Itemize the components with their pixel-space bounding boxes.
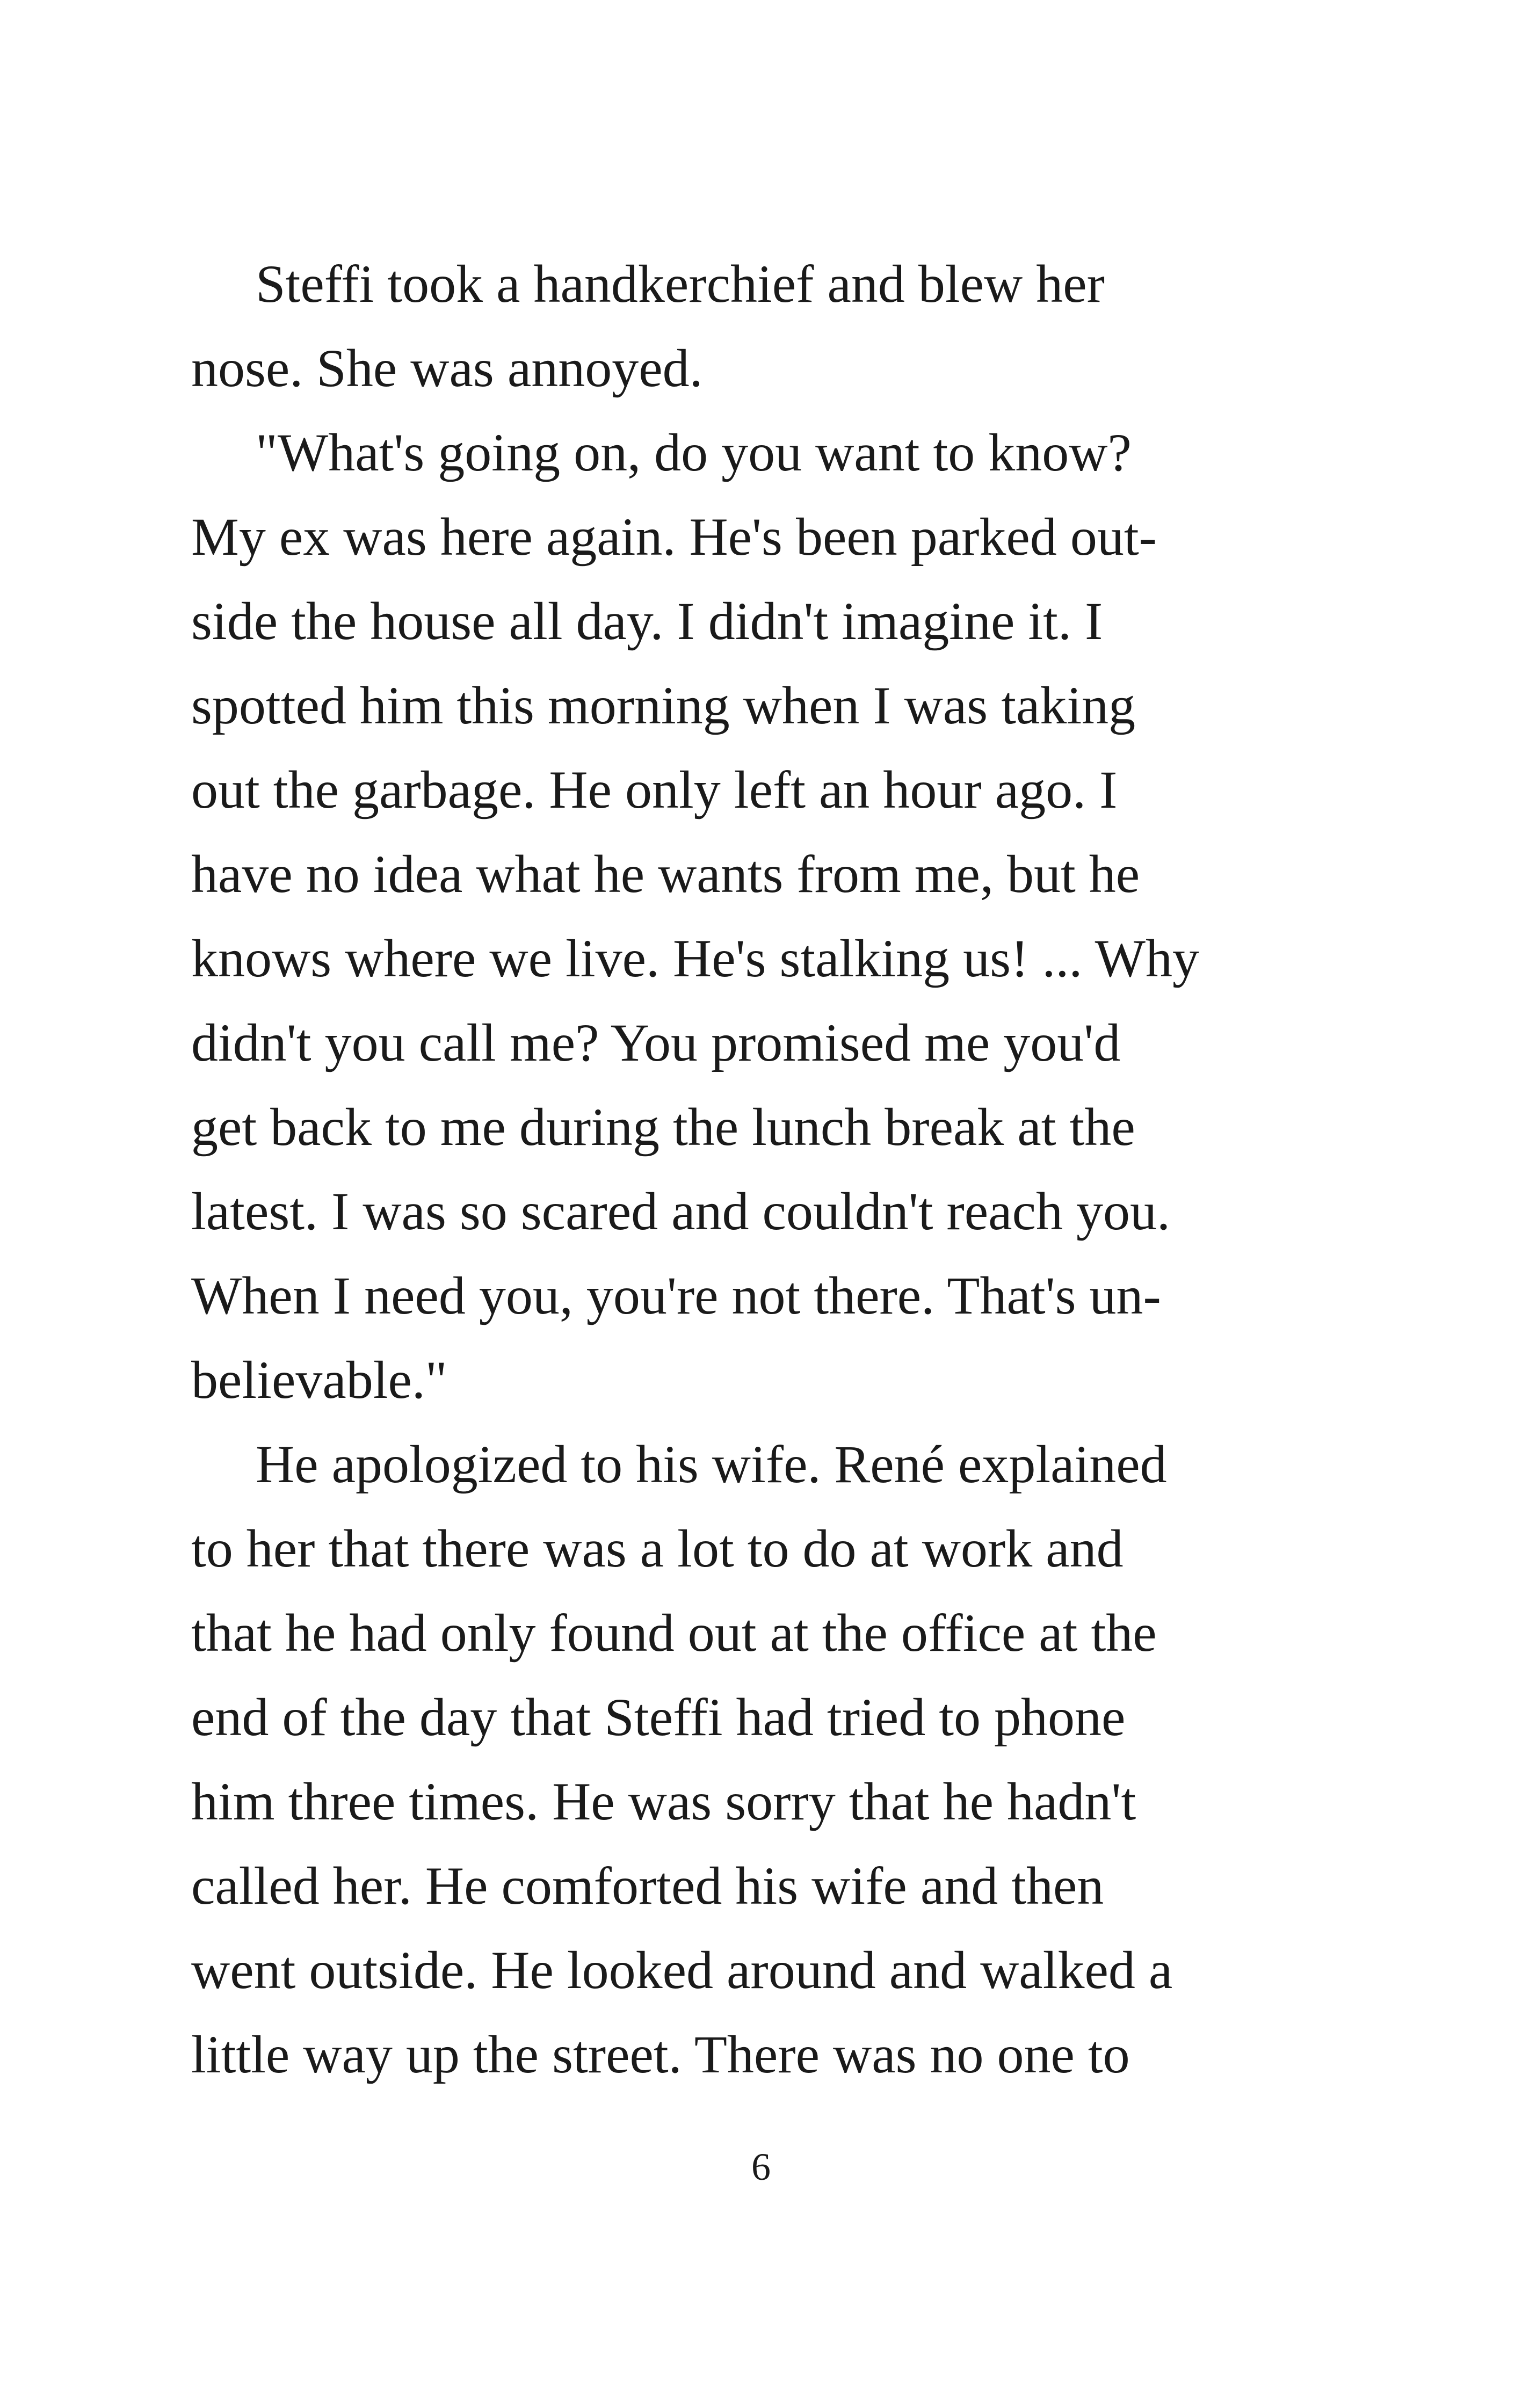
text-line: went outside. He looked around and walked a — [191, 1940, 1173, 2000]
text-line: When I need you, you're not there. That's un- — [191, 1266, 1161, 1325]
text-line: spotted him this morning when I was taking — [191, 676, 1136, 735]
text-line: nose. She was annoyed. — [191, 338, 703, 398]
text-line: believable." — [191, 1350, 447, 1410]
text-line: him three times. He was sorry that he hadn't — [191, 1772, 1136, 1831]
text-line: "What's going on, do you want to know? — [256, 423, 1132, 482]
text-line: to her that there was a lot to do at work and — [191, 1519, 1124, 1578]
text-line: knows where we live. He's stalking us! ... Why — [191, 929, 1199, 988]
text-line: have no idea what he wants from me, but he — [191, 844, 1140, 904]
text-line: end of the day that Steffi had tried to phone — [191, 1687, 1126, 1747]
text-line: My ex was here again. He's been parked out- — [191, 507, 1157, 567]
text-line: didn't you call me? You promised me you'd — [191, 1013, 1121, 1072]
text-line: side the house all day. I didn't imagine it. I — [191, 591, 1103, 651]
text-line: that he had only found out at the office at the — [191, 1603, 1157, 1663]
text-line: latest. I was so scared and couldn't reach you. — [191, 1181, 1170, 1241]
text-line: little way up the street. There was no one to — [191, 2025, 1130, 2084]
text-line: called her. He comforted his wife and then — [191, 1856, 1104, 1916]
page-number: 6 — [751, 2145, 771, 2188]
text-line: out the garbage. He only left an hour ago. I — [191, 760, 1118, 819]
text-line: Steffi took a handkerchief and blew her — [256, 254, 1105, 314]
text-line: get back to me during the lunch break at the — [191, 1097, 1135, 1157]
text-line: He apologized to his wife. René explained — [256, 1434, 1167, 1494]
